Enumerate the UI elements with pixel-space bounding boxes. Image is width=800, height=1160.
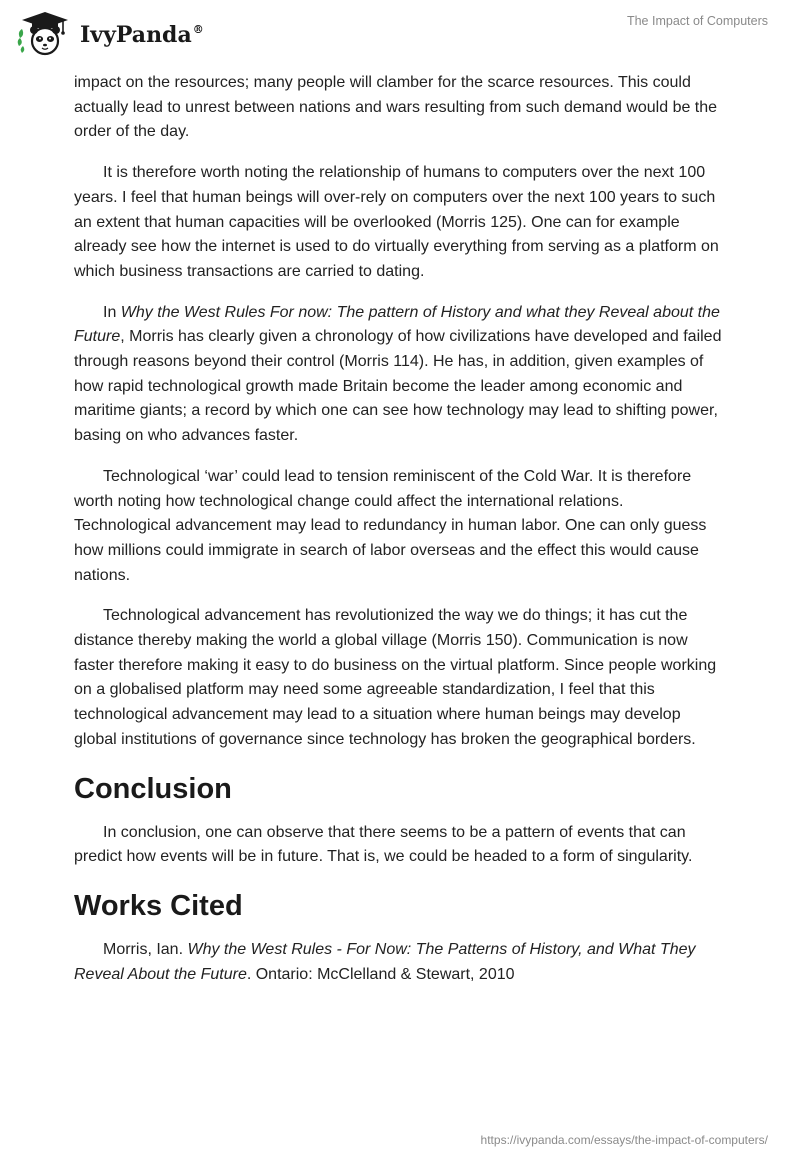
paragraph-humans-computers: It is therefore worth noting the relationship of humans to computers over the next 100 years. I feel that human beings will over-rely on computers over the next 100 years to such an extent that human capacities will be overlooked (Morris 125). One can for example already see how the internet is used to do virtually everything from serving as a platform on which business transactions are carried to dating.: [74, 164, 719, 280]
essay-content: [74, 71, 724, 1003]
conclusion-heading: Conclusion: [74, 772, 232, 805]
ivypanda-logo[interactable]: [16, 8, 204, 58]
source-url[interactable]: https://ivypanda.com/essays/the-impact-of-computers/: [480, 1133, 768, 1147]
paragraph-technological-war: Technological ‘war’ could lead to tension reminiscent of the Cold War. It is therefore worth noting how technological change could affect the international relations. Technological advancement may lead to redundancy in human labor. One can only guess how millions could immigrate in search of labor overseas and the effect this would cause nations.: [74, 467, 707, 584]
paragraph-continuation: impact on the resources; many people will clamber for the scarce resources. This could actually lead to unrest between nations and wars resulting from such demand would be the order of the day.: [74, 74, 718, 141]
page-header: [0, 0, 800, 70]
cited-book-title: Why the West Rules - For Now: The Patterns of History, and What They Reveal About the Future: [74, 940, 696, 983]
paragraph-why-west-rules: In Why the West Rules For now: The pattern of History and what they Reveal about the Future, Morris has clearly given a chronology of how civilizations have developed and failed through reasons beyond their control (Morris 114). He has, in addition, given examples of how rapid technological growth made Britain become the leader among economic and maritime giants; a record by which one can see how technology may lead to shifting power, basing on who advances faster.: [74, 303, 722, 445]
book-title: Why the West Rules For now: The pattern of History and what they Reveal about the Future: [74, 303, 720, 346]
document-title: The Impact of Computers: [626, 14, 768, 28]
conclusion-paragraph: In conclusion, one can observe that there seems to be a pattern of events that can predict how events will be in future. That is, we could be headed to a form of singularity.: [74, 823, 693, 866]
paragraph-global-village: Technological advancement has revolutionized the way we do things; it has cut the distance thereby making the world a global village (Morris 150). Communication is now faster therefore making it easy to do business on the virtual platform. Since people working on a globalised platform may need some agreeable standardization, I feel that this technological advancement may lead to a situation where human beings may develop global institutions of governance since technology has broken the geographical borders.: [74, 607, 717, 748]
panda-graduate-icon: [16, 8, 74, 58]
citation-entry: Morris, Ian. Why the West Rules - For Now: The Patterns of History, and What They Reveal About the Future. Ontario: McClelland & Stewart, 2010: [74, 940, 696, 983]
logo-wordmark: IvyPanda®: [80, 22, 204, 48]
works-cited-heading: Works Cited: [74, 889, 243, 922]
